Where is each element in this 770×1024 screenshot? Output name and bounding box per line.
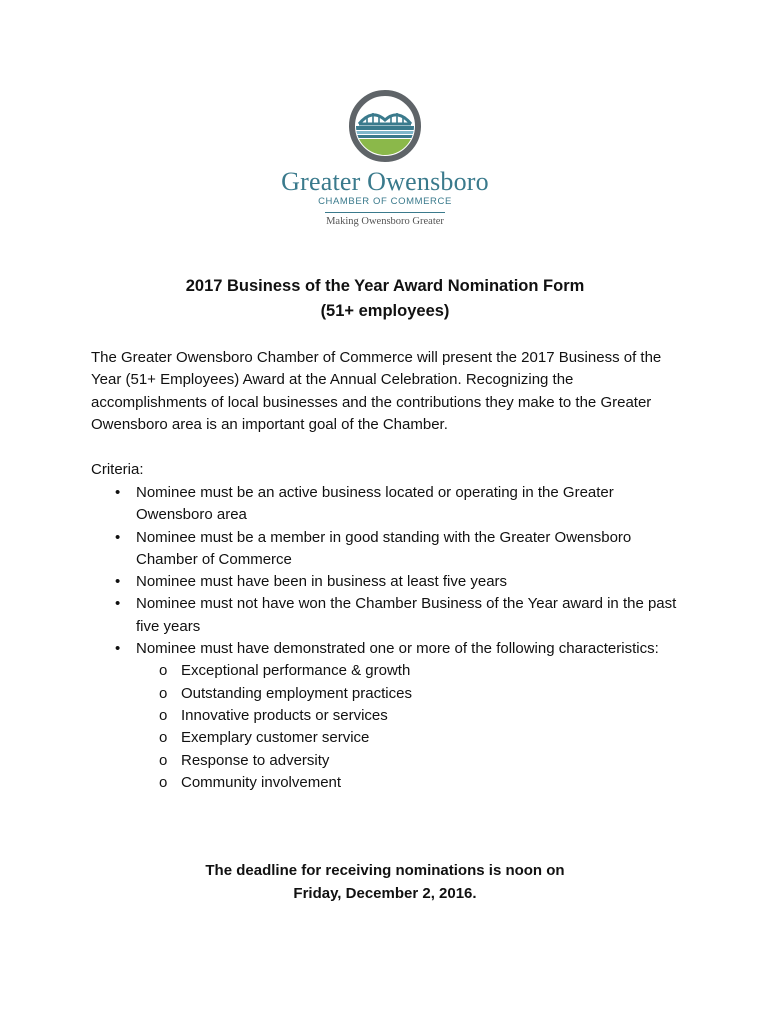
circle-bullet-icon: o: [159, 706, 168, 724]
characteristic-text: Response to adversity: [181, 751, 330, 769]
circle-bullet-icon: o: [159, 684, 168, 702]
criteria-item-text: Nominee must be a member in good standing with the Greater Owensboro Chamber of Commerce: [136, 528, 632, 568]
criteria-item-text: Nominee must have been in business at least five years: [136, 573, 508, 591]
characteristic-item: [136, 750, 691, 772]
criteria-label: Criteria:: [91, 461, 144, 478]
characteristic-item: [136, 772, 691, 794]
characteristics-list: [136, 660, 691, 794]
characteristic-item: [136, 705, 691, 727]
characteristic-item: [136, 727, 691, 749]
bridge-logo-icon: [349, 90, 421, 162]
deadline-line2: Friday, December 2, 2016.: [293, 884, 477, 902]
logo-name: Greater Owensboro: [281, 167, 489, 196]
criteria-item-text: Nominee must have demonstrated one or more of the following characteristics:: [136, 640, 659, 658]
deadline-line1: The deadline for receiving nominations is noon on: [205, 862, 565, 879]
characteristic-text: Community involvement: [181, 773, 342, 791]
bullet-icon: •: [115, 595, 121, 613]
characteristic-text: Exceptional performance & growth: [181, 662, 411, 680]
criteria-list: [91, 482, 691, 794]
circle-bullet-icon: o: [159, 729, 168, 747]
bullet-icon: •: [115, 573, 121, 591]
bullet-icon: •: [115, 528, 121, 546]
circle-bullet-icon: o: [159, 773, 168, 791]
characteristic-text: Outstanding employment practices: [181, 684, 412, 702]
criteria-item-text: Nominee must be an active business located or operating in the Greater Owensboro area: [136, 484, 614, 524]
intro-paragraph: The Greater Owensboro Chamber of Commerce will present the 2017 Business of the Year (51+ Employees) Award at the Annual Celebration. Recognizing the accomplishments of local businesses and the contributions they make to the Greater Owensboro area is an important goal of the Chamber.: [91, 349, 662, 433]
circle-bullet-icon: o: [159, 751, 168, 769]
characteristic-item: [136, 660, 691, 682]
criteria-item: [91, 571, 691, 593]
characteristic-item: [136, 683, 691, 705]
form-title: [0, 274, 770, 324]
deadline-notice: [0, 860, 770, 905]
bullet-icon: •: [115, 640, 121, 658]
characteristic-text: Innovative products or services: [181, 706, 388, 724]
logo-subtitle: CHAMBER OF COMMERCE: [318, 196, 452, 207]
chamber-logo: [0, 90, 770, 228]
criteria-item: [91, 527, 691, 572]
circle-bullet-icon: o: [159, 662, 168, 680]
bullet-icon: •: [115, 484, 121, 501]
criteria-item: [91, 482, 691, 527]
characteristic-text: Exemplary customer service: [181, 729, 370, 747]
logo-tagline: Making Owensboro Greater: [326, 216, 444, 227]
criteria-item-text: Nominee must not have won the Chamber Business of the Year award in the past five years: [136, 595, 677, 635]
form-title-line1: 2017 Business of the Year Award Nomination Form: [185, 277, 585, 295]
form-title-line2: (51+ employees): [320, 302, 450, 320]
criteria-item: [91, 638, 691, 794]
logo-divider: [325, 212, 445, 213]
criteria-item: [91, 593, 691, 638]
